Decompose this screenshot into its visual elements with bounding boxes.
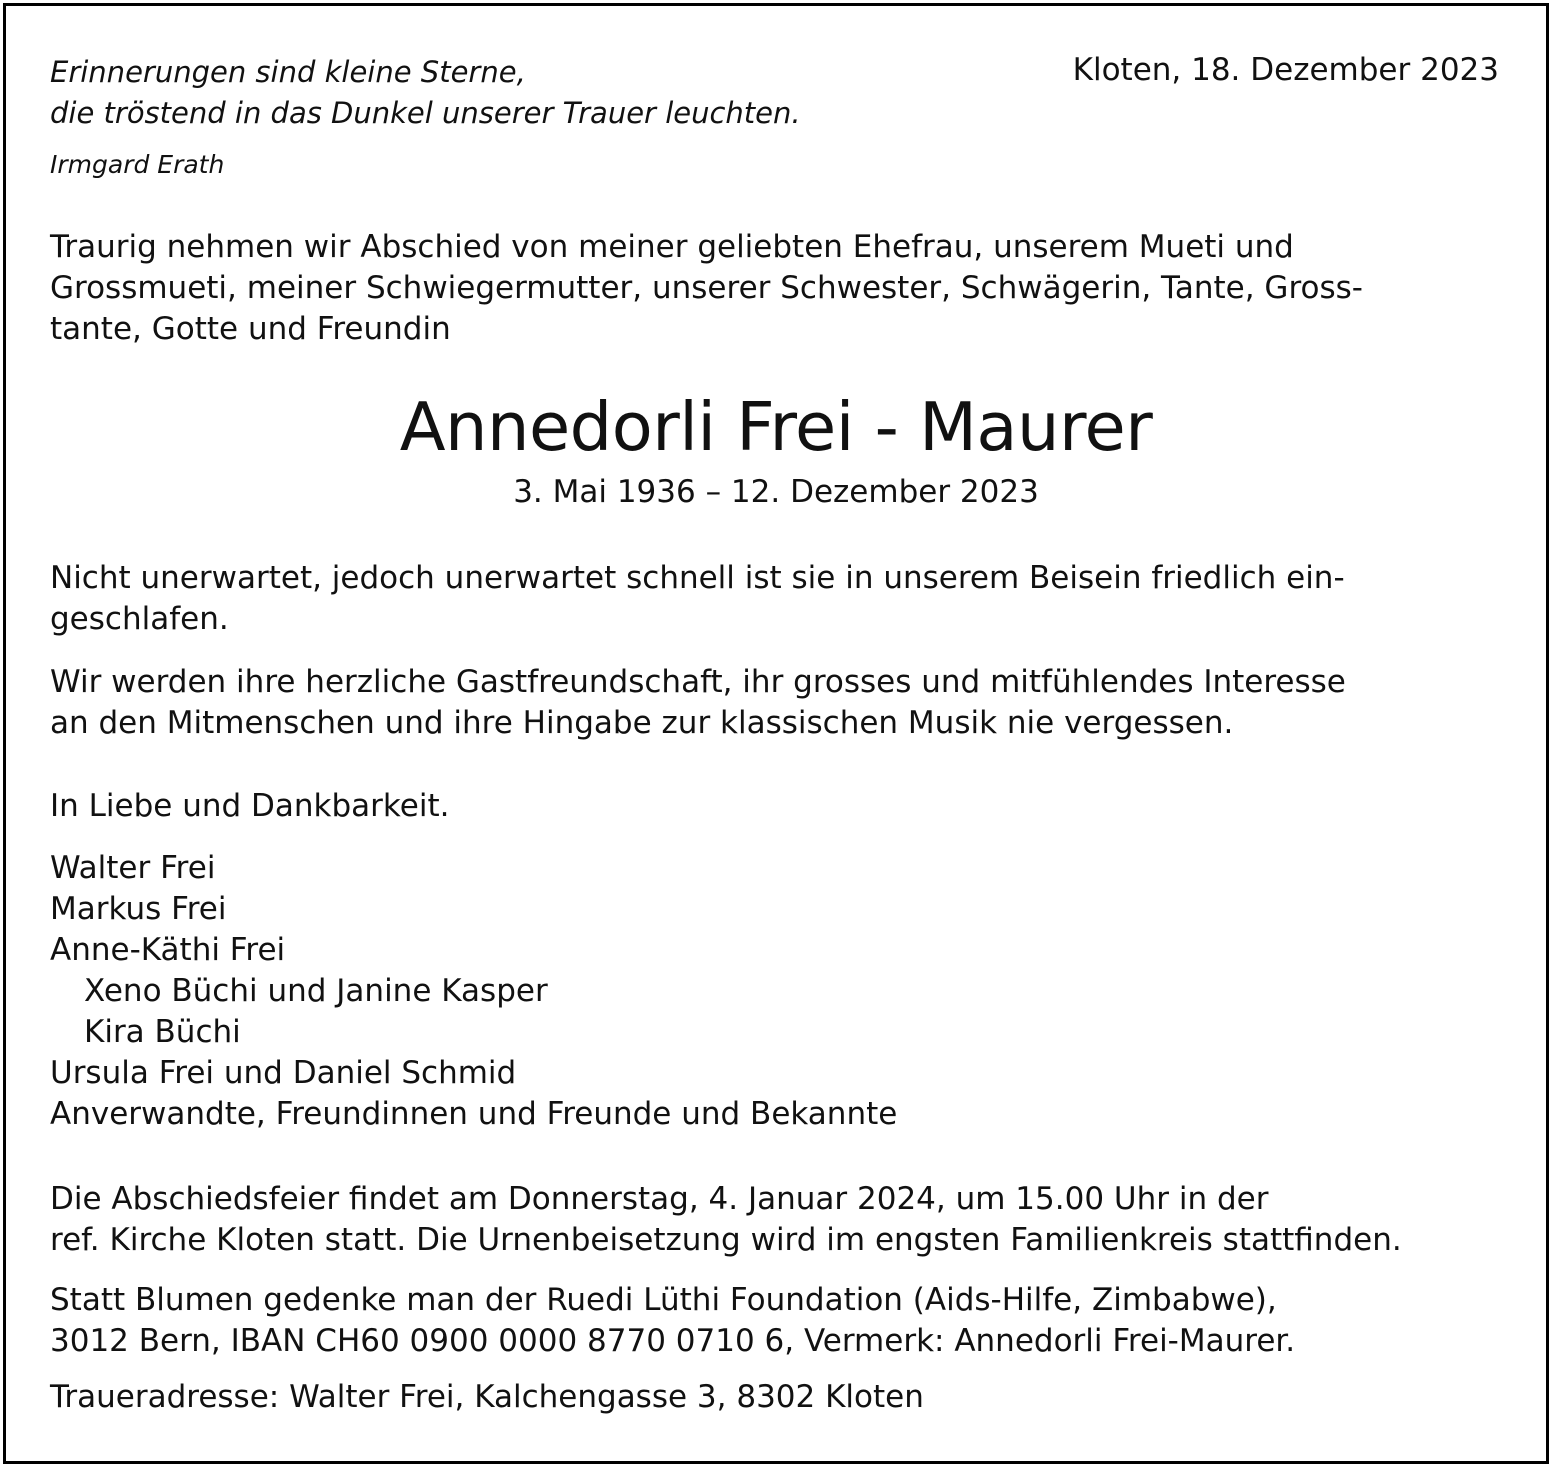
- paragraph-passing: [50, 558, 1345, 640]
- intro-line: Traurig nehmen wir Abschied von meiner geliebten Ehefrau, unserem Mueti und: [50, 229, 1294, 265]
- ceremony-line: Die Abschiedsfeier findet am Donnerstag, 4. Januar 2024, um 15.00 Uhr in der: [50, 1181, 1269, 1217]
- paragraph-line: Nicht unerwartet, jedoch unerwartet schnell ist sie in unserem Beisein friedlich ein-: [50, 560, 1345, 596]
- quote-author: Irmgard Erath: [50, 150, 225, 179]
- ceremony-line: ref. Kirche Kloten statt. Die Urnenbeisetzung wird im engsten Familienkreis stattfinden.: [50, 1222, 1402, 1258]
- donation-line: Statt Blumen gedenke man der Ruedi Lüthi Foundation (Aids-Hilfe, Zimbabwe),: [50, 1282, 1277, 1318]
- life-dates: 3. Mai 1936 – 12. Dezember 2023: [513, 474, 1039, 510]
- paragraph-line: geschlafen.: [50, 601, 229, 637]
- mourner-name: Kira Büchi: [84, 1014, 241, 1050]
- donation-info: [50, 1280, 1295, 1362]
- mourner-name: Xeno Büchi und Janine Kasper: [84, 973, 548, 1009]
- mourner-name: Ursula Frei und Daniel Schmid: [50, 1055, 517, 1091]
- closing-line: In Liebe und Dankbarkeit.: [50, 788, 450, 824]
- intro-paragraph: [50, 227, 1363, 350]
- mourner-name: Anne-Käthi Frei: [50, 932, 286, 968]
- mourner-name: Markus Frei: [50, 891, 227, 927]
- ceremony-info: [50, 1179, 1402, 1261]
- mourners-list: [50, 848, 897, 1135]
- intro-line: tante, Gotte und Freundin: [50, 311, 451, 347]
- deceased-name: Annedorli Frei - Maurer: [399, 388, 1153, 466]
- quote-line: Erinnerungen sind kleine Sterne,: [50, 55, 526, 89]
- quote-line: die tröstend in das Dunkel unserer Trauer leuchten.: [50, 96, 801, 130]
- place-date: Kloten, 18. Dezember 2023: [1072, 52, 1499, 88]
- mourning-address: Traueradresse: Walter Frei, Kalchengasse 3, 8302 Kloten: [50, 1379, 924, 1415]
- intro-line: Grossmueti, meiner Schwiegermutter, unserer Schwester, Schwägerin, Tante, Gross-: [50, 270, 1363, 306]
- mourner-name: Anverwandte, Freundinnen und Freunde und Bekannte: [50, 1096, 898, 1132]
- paragraph-line: Wir werden ihre herzliche Gastfreundschaft, ihr grosses und mitfühlendes Interesse: [50, 664, 1346, 700]
- paragraph-line: an den Mitmenschen und ihre Hingabe zur klassischen Musik nie vergessen.: [50, 705, 1234, 741]
- paragraph-remembrance: [50, 662, 1346, 744]
- mourner-name: Walter Frei: [50, 850, 216, 886]
- memorial-quote: [50, 52, 801, 134]
- donation-line: 3012 Bern, IBAN CH60 0900 0000 8770 0710 6, Vermerk: Annedorli Frei-Maurer.: [50, 1323, 1296, 1359]
